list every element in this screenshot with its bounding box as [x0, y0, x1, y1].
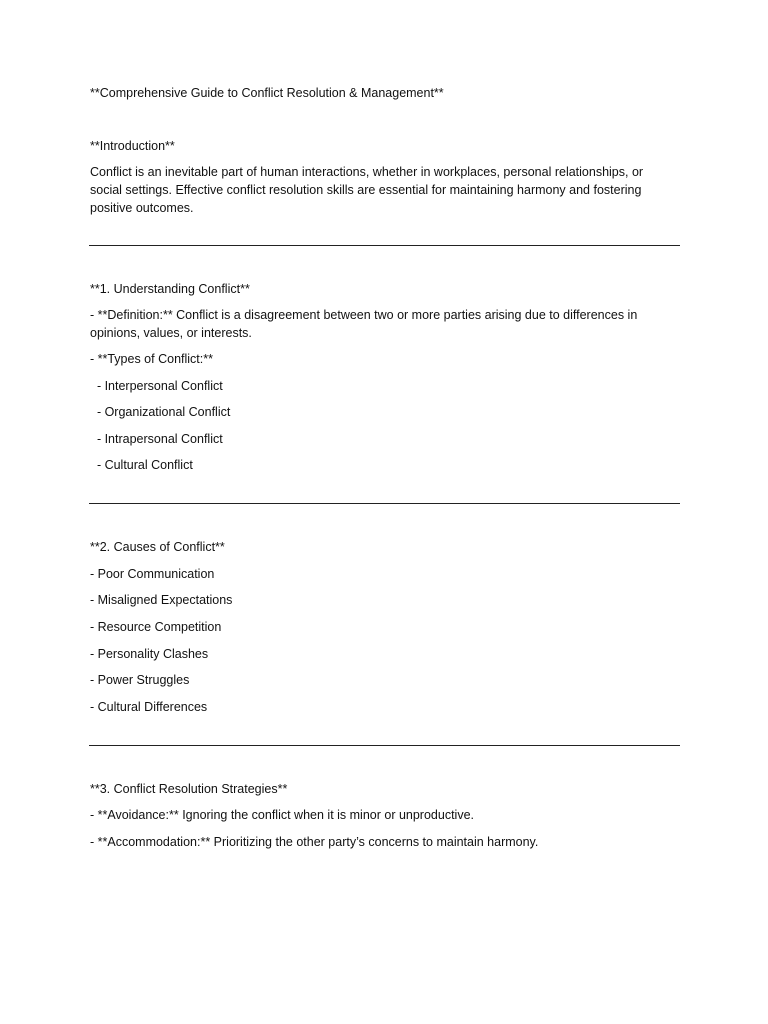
section3-heading: **3. Conflict Resolution Strategies** — [90, 782, 288, 796]
intro-paragraph — [90, 163, 680, 217]
definition-line: opinions, values, or interests. — [90, 326, 252, 340]
section-divider — [89, 503, 680, 504]
definition-line: - **Definition:** Conflict is a disagreement between two or more parties arising due to differences in — [90, 308, 638, 322]
section1-definition — [90, 306, 680, 342]
list-item: - Personality Clashes — [90, 647, 209, 661]
section1-types-label: - **Types of Conflict:** — [90, 352, 213, 366]
list-item: - **Avoidance:** Ignoring the conflict when it is minor or unproductive. — [90, 808, 475, 822]
list-item: - Resource Competition — [90, 620, 222, 634]
list-item: - Power Struggles — [90, 673, 190, 687]
intro-line: positive outcomes. — [90, 201, 194, 215]
section-divider — [89, 245, 680, 246]
intro-line: social settings. Effective conflict resolution skills are essential for maintaining harmony and fostering — [90, 183, 642, 197]
list-item: - Interpersonal Conflict — [90, 379, 223, 393]
intro-heading: **Introduction** — [90, 139, 175, 153]
list-item: - Cultural Conflict — [90, 458, 193, 472]
section-divider — [89, 745, 680, 746]
document-title: **Comprehensive Guide to Conflict Resolution & Management** — [90, 86, 444, 100]
list-item: - Cultural Differences — [90, 700, 208, 714]
section2-heading: **2. Causes of Conflict** — [90, 540, 225, 554]
section1-heading: **1. Understanding Conflict** — [90, 282, 250, 296]
intro-line: Conflict is an inevitable part of human interactions, whether in workplaces, personal relationships, or — [90, 165, 644, 179]
list-item: - **Accommodation:** Prioritizing the other party’s concerns to maintain harmony. — [90, 835, 539, 849]
list-item: - Misaligned Expectations — [90, 593, 233, 607]
list-item: - Intrapersonal Conflict — [90, 432, 223, 446]
list-item: - Organizational Conflict — [90, 405, 231, 419]
list-item: - Poor Communication — [90, 567, 215, 581]
